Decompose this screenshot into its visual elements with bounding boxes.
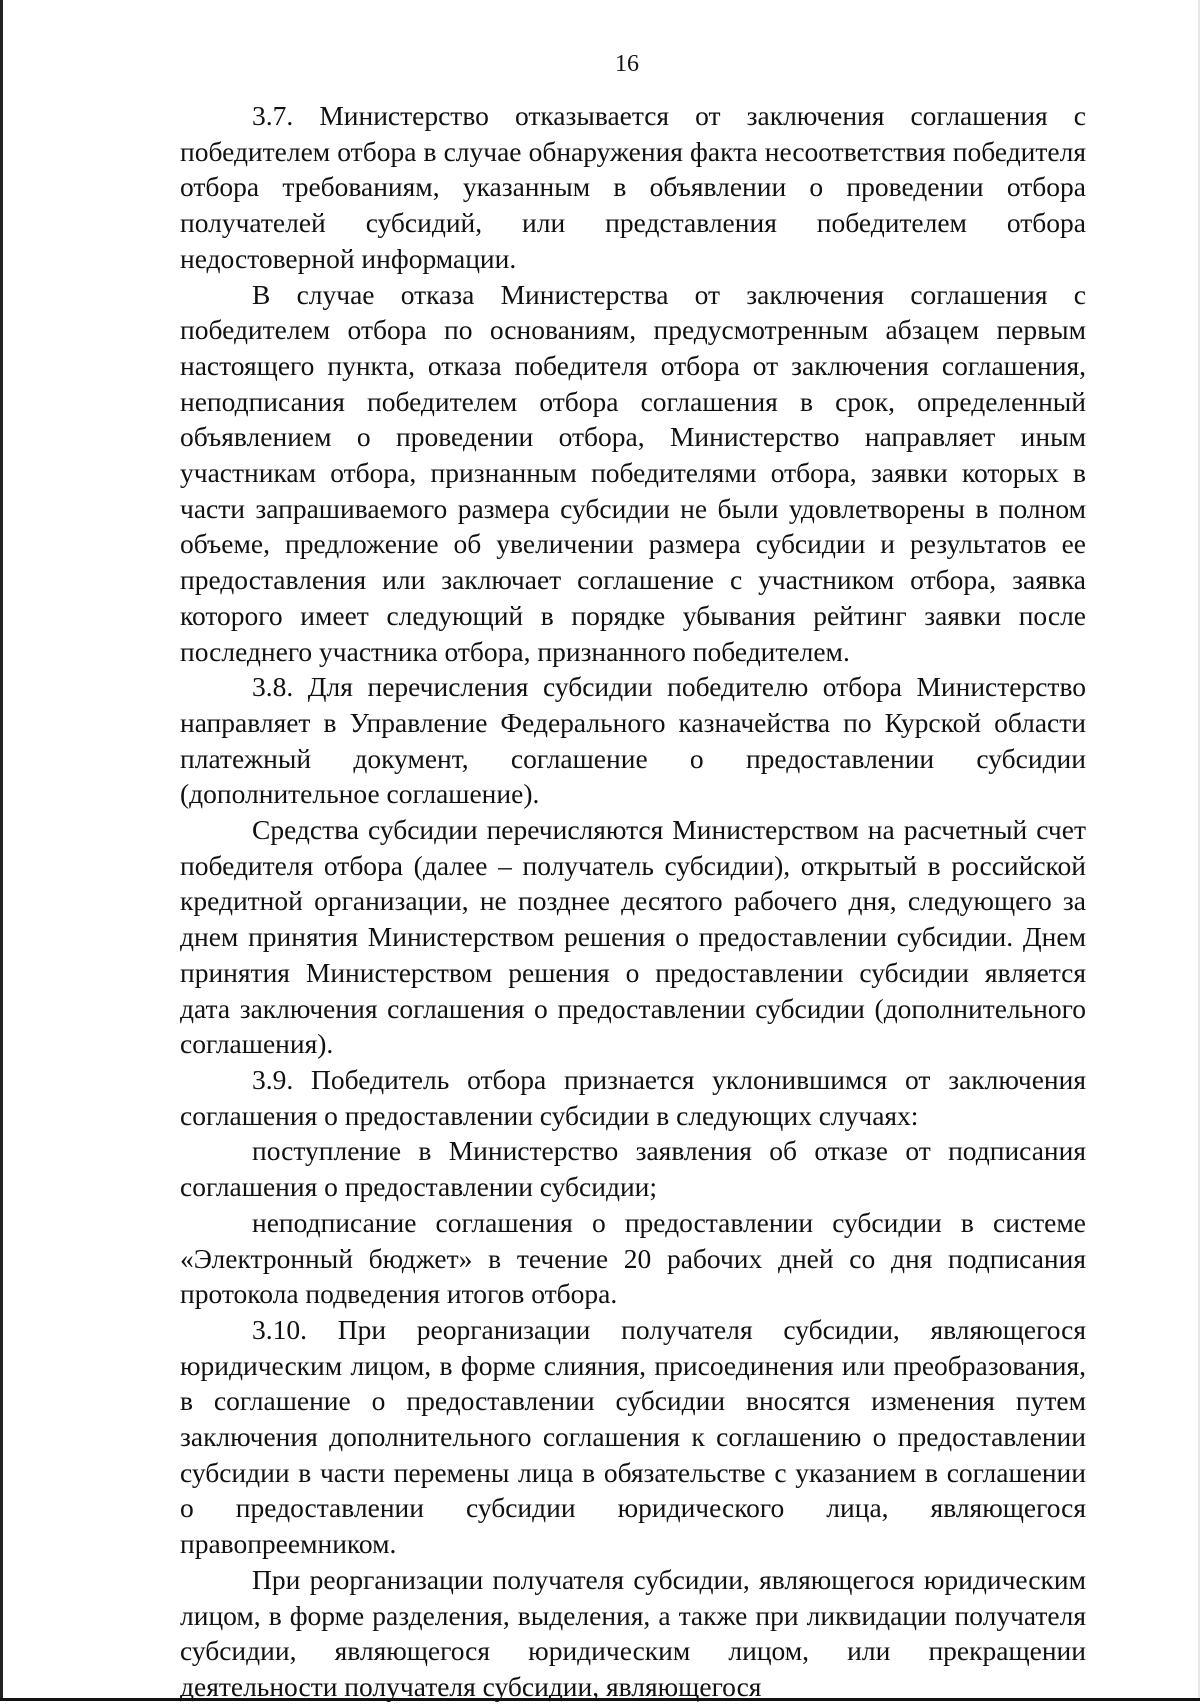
paragraph-3-8: 3.8. Для перечисления субсидии победителю отбора Министерство направляет в Управление Федерального казначейства по Курской области платежный документ, соглашение о предоставлении субсидии (дополнительное соглашение). bbox=[180, 671, 1086, 810]
paragraph-3-7-refusal: В случае отказа Министерства от заключения соглашения с победителем отбора по основаниям, предусмотренным абзацем первым настоящего пункта, отказа победителя отбора от заключения соглашения, неподписания победителем отбора соглашения в срок, определенный объявлением о проведении отбора, Министерство направляет иным участникам отбора, признанным победителями отбора, заявки которых в части запрашиваемого размера субсидии не были удовлетворены в полном объеме, предложение об увеличении размера субсидии и результатов ее предоставления или заключает соглашение с участником отбора, заявка которого имеет следующий в порядке убывания рейтинг заявки после последнего участника отбора, признанного победителем. bbox=[180, 278, 1086, 667]
page-number: 16 bbox=[615, 51, 639, 77]
paragraph-3-9: 3.9. Победитель отбора признается уклонившимся от заключения соглашения о предоставлении субсидии в следующих случаях: bbox=[180, 1063, 1086, 1131]
paragraph-3-8-transfer: Средства субсидии перечисляются Министерством на расчетный счет победителя отбора (далее – получатель субсидии), открытый в российской кредитной организации, не позднее десятого рабочего дня, следующего за днем принятия Министерством решения о предоставлении субсидии. Днем принятия Министерством решения о предоставлении субсидии является дата заключения соглашения о предоставлении субсидии (дополнительного соглашения). bbox=[180, 814, 1086, 1060]
paragraph-3-10: 3.10. При реорганизации получателя субсидии, являющегося юридическим лицом, в форме слияния, присоединения или преобразования, в соглашение о предоставлении субсидии вносятся изменения путем заключения дополнительного соглашения к соглашению о предоставлении субсидии в части перемены лица в обязательстве с указанием в соглашении о предоставлении субсидии юридического лица, являющегося правопреемником. bbox=[180, 1313, 1086, 1560]
scan-left-edge bbox=[0, 0, 3, 1701]
paragraph-3-9-case-2: неподписание соглашения о предоставлении субсидии в системе «Электронный бюджет» в течение 20 рабочих дней со дня подписания протокола подведения итогов отбора. bbox=[180, 1206, 1086, 1310]
paragraph-3-9-case-1: поступление в Министерство заявления об отказе от подписания соглашения о предоставлении субсидии; bbox=[180, 1135, 1086, 1203]
document-body bbox=[180, 98, 1086, 1705]
paragraph-3-10-division: При реорганизации получателя субсидии, являющегося юридическим лицом, в форме разделения, выделения, а также при ликвидации получателя субсидии, являющегося юридическим лицом, или прекращении деятельности получателя субсидии, являющегося bbox=[180, 1563, 1086, 1702]
paragraph-3-7: 3.7. Министерство отказывается от заключения соглашения с победителем отбора в случае обнаружения факта несоответствия победителя отбора требованиям, указанным в объявлении о проведении отбора получателей субсидий, или представления победителем отбора недостоверной информации. bbox=[180, 100, 1086, 274]
